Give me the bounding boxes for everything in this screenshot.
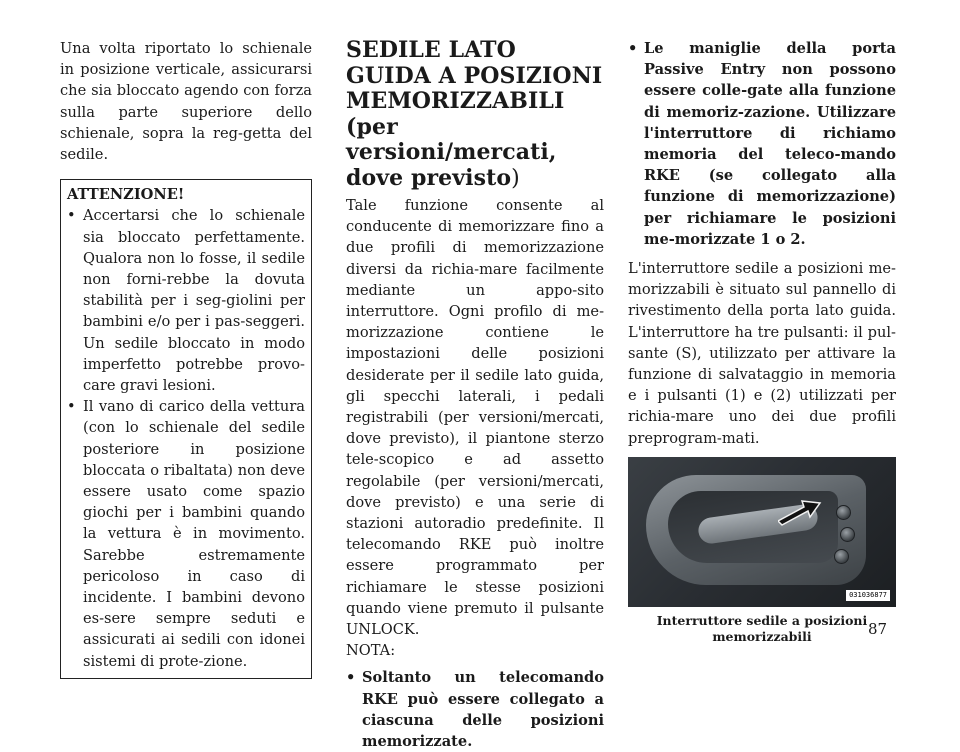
section-heading — [346, 38, 604, 191]
note-label: NOTA: — [346, 642, 396, 660]
figure-code: 031036877 — [846, 590, 890, 601]
section-body: Tale funzione consente al conducente di memorizzare fino a due profili di memorizzazione diversi da richia-mare facilmente mediante un appo-sito interruttore. Ogni profilo di me-morizzazione contiene le impostazioni delle posizioni desiderate per il sedile lato guida, gli specchi laterali, i pedali registrabili (per versioni/mercati, dove previsto), il piantone sterzo tele-scopico e ad assetto regolabile (per versioni/mercati, dove previsto) e una serie di stazioni autoradio predefinite. Il telecomando RKE può inoltre essere programmato per richiamare le stesse posizioni quando viene premuto il pulsante UNLOCK. — [346, 197, 604, 639]
left-column — [60, 38, 312, 679]
page-number: 87 — [868, 620, 888, 638]
middle-column — [346, 38, 604, 752]
warning-list — [67, 205, 305, 671]
warning-item: • Accertarsi che lo schienale sia bloccato perfettamente. Qualora non lo fosse, il sedile non forni-rebbe la dovuta stabilità per i seg-giolini per bambini e/o per i pas-seggeri. Un sedile bloccato in modo imperfetto potrebbe provo-care gravi lesioni. — [67, 205, 305, 396]
section-heading-close: ) — [511, 165, 520, 191]
memory-button-1 — [840, 527, 855, 542]
memory-button-s — [836, 505, 851, 520]
note-list — [346, 667, 604, 752]
warning-item: • Il vano di carico della vettura (con lo schienale del sedile posteriore in posizione bloccata o ribaltata) non deve essere usato come spazio giochi per i bambini quando la vettura è in movimento. Sarebbe estremamente pericoloso in caso di incidente. I bambini devono es-sere sempre seduti e assicurati ai sedili con idonei sistemi di prote-zione. — [67, 396, 305, 672]
note-item: • Soltanto un telecomando RKE può essere collegato a ciascuna delle posizioni memorizzate. — [346, 667, 604, 752]
section-heading-text: SEDILE LATO GUIDA A POSIZIONI MEMORIZZABILI (per versioni/mercati, dove previsto — [346, 37, 603, 191]
right-column — [628, 38, 896, 645]
figure-caption: Interruttore sedile a posizioni memorizzabili — [656, 612, 868, 644]
note-item: • Le maniglie della porta Passive Entry non possono essere colle-gate alla funzione di memoriz-zazione. Utilizzare l'interruttore di richiamo memoria del teleco-mando RKE (se collegato alla funzione di memorizzazione) per richiamare le posizioni me-morizzate 1 o 2. — [628, 38, 896, 250]
warning-box — [60, 179, 312, 679]
intro-paragraph: Una volta riportato lo schienale in posizione verticale, assicurarsi che sia bloccato agendo con forza sulla parte superiore dello schienale, sopra la reg-getta del sedile. — [60, 40, 312, 164]
arrow-icon — [778, 497, 822, 527]
memory-button-2 — [834, 549, 849, 564]
warning-title: ATTENZIONE! — [67, 186, 185, 204]
switch-description: L'interruttore sedile a posizioni me-morizzabili è situato sul pannello di rivestimento della porta lato guida. L'interruttore ha tre pulsanti: il pul-sante (S), utilizzato per attivare la funzione di salvataggio in memoria e i pulsanti (1) e (2) utilizzati per richia-mare uno dei due profili preprogram-mati. — [628, 260, 896, 447]
memory-switch-photo — [628, 457, 896, 607]
continued-note-list — [628, 38, 896, 250]
